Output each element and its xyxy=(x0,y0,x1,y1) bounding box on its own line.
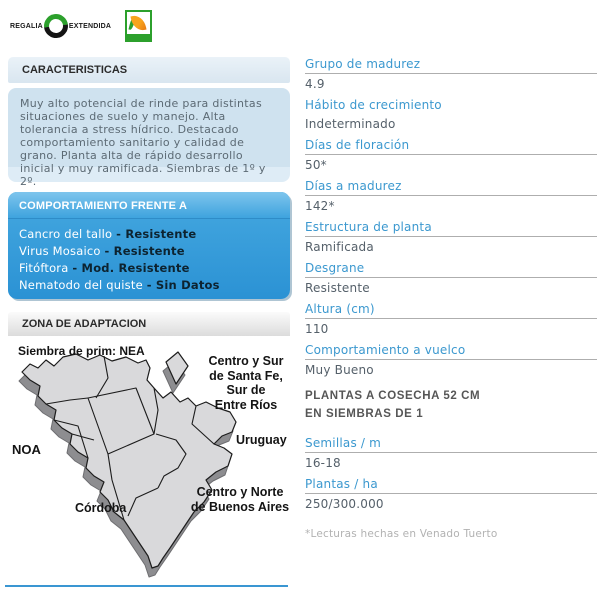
map-label-cordoba: Córdoba xyxy=(75,501,127,515)
attribute-value: Resistente xyxy=(305,281,370,295)
list-item: Cancro del tallo - Resistente xyxy=(19,226,290,243)
comportamiento-panel xyxy=(8,192,290,299)
attribute-value: Indeterminado xyxy=(305,117,396,131)
adaptation-zone-map xyxy=(8,340,292,580)
attribute-label: Comportamiento a vuelco xyxy=(305,343,597,360)
attribute-label: Plantas / ha xyxy=(305,477,597,494)
attribute-desgrane xyxy=(305,261,597,296)
attribute-plantas-ha xyxy=(305,477,597,512)
attribute-label: Estructura de planta xyxy=(305,220,597,237)
attribute-dias-a-madurez xyxy=(305,179,597,214)
map-label-uruguay: Uruguay xyxy=(236,433,287,447)
attribute-semillas-m xyxy=(305,436,597,471)
regalia-extendida-logo[interactable] xyxy=(10,14,111,38)
map-label-buenos-aires: Centro y Norte de Buenos Aires xyxy=(190,485,290,514)
caracteristicas-header: CARACTERISTICAS xyxy=(8,57,290,83)
attribute-habito-de-crecimiento xyxy=(305,98,597,132)
caracteristicas-description: Muy alto potencial de rinde para distintas situaciones de suelo y manejo. Alta tolerancia a stress hídrico. Destacado comportamiento sanitario y calidad de grano. Planta alta de rápido desarrollo inicial y muy ramificada. Siembras de 1º y 2º. xyxy=(8,88,290,182)
attribute-value: 50* xyxy=(305,158,327,172)
badge-band xyxy=(127,34,150,40)
attribute-value: 16-18 xyxy=(305,455,341,470)
map-label-noa: NOA xyxy=(12,442,41,457)
lecturas-footnote: *Lecturas hechas en Venado Tuerto xyxy=(305,527,498,540)
regalia-logo-right-text: EXTENDIDA xyxy=(68,22,112,30)
disease-resistance-list xyxy=(8,219,290,294)
attribute-comportamiento-a-vuelco xyxy=(305,343,597,378)
zona-adaptacion-header: ZONA DE ADAPTACION xyxy=(8,312,290,336)
attribute-estructura-de-planta xyxy=(305,220,597,255)
attribute-value: 142* xyxy=(305,199,335,213)
list-item: Virus Mosaico - Resistente xyxy=(19,243,290,260)
attributes-column xyxy=(305,57,597,540)
comportamiento-panel-title: COMPORTAMIENTO FRENTE A xyxy=(8,192,290,219)
attribute-altura-cm xyxy=(305,302,597,337)
attribute-value: 4.9 xyxy=(305,77,325,91)
attribute-label: Altura (cm) xyxy=(305,302,597,319)
attribute-value: 110 xyxy=(305,322,329,336)
footer-divider-line xyxy=(5,585,288,587)
attribute-label: Días a madurez xyxy=(305,179,597,196)
attribute-dias-de-floracion xyxy=(305,138,597,173)
attribute-label: Grupo de madurez xyxy=(305,57,597,74)
attribute-value: Muy Bueno xyxy=(305,363,374,377)
regalia-logo-left-text: REGALIA xyxy=(10,22,43,30)
attribute-label: Días de floración xyxy=(305,138,597,155)
map-label-santafe: Centro y Sur de Santa Fe, Sur de Entre Ríos xyxy=(208,354,284,412)
attribute-value: 250/300.000 xyxy=(305,496,384,511)
attribute-grupo-de-madurez xyxy=(305,57,597,92)
attribute-label: Desgrane xyxy=(305,261,597,278)
plantas-a-cosecha-heading: PLANTAS A COSECHA 52 CM EN SIEMBRAS DE 1 xyxy=(305,390,481,420)
recycle-arrows-icon xyxy=(39,9,73,43)
attribute-value: Ramificada xyxy=(305,240,374,254)
map-label-nea: Siembra de prim: NEA xyxy=(18,344,145,358)
attribute-label: Hábito de crecimiento xyxy=(305,98,442,112)
header-logos xyxy=(10,10,152,42)
flame-swoosh-icon xyxy=(131,14,147,32)
seed-brand-badge-logo[interactable] xyxy=(125,10,152,42)
list-item: Fitóftora - Mod. Resistente xyxy=(19,260,290,277)
attribute-label: Semillas / m xyxy=(305,436,597,453)
list-item: Nematodo del quiste - Sin Datos xyxy=(19,277,290,294)
